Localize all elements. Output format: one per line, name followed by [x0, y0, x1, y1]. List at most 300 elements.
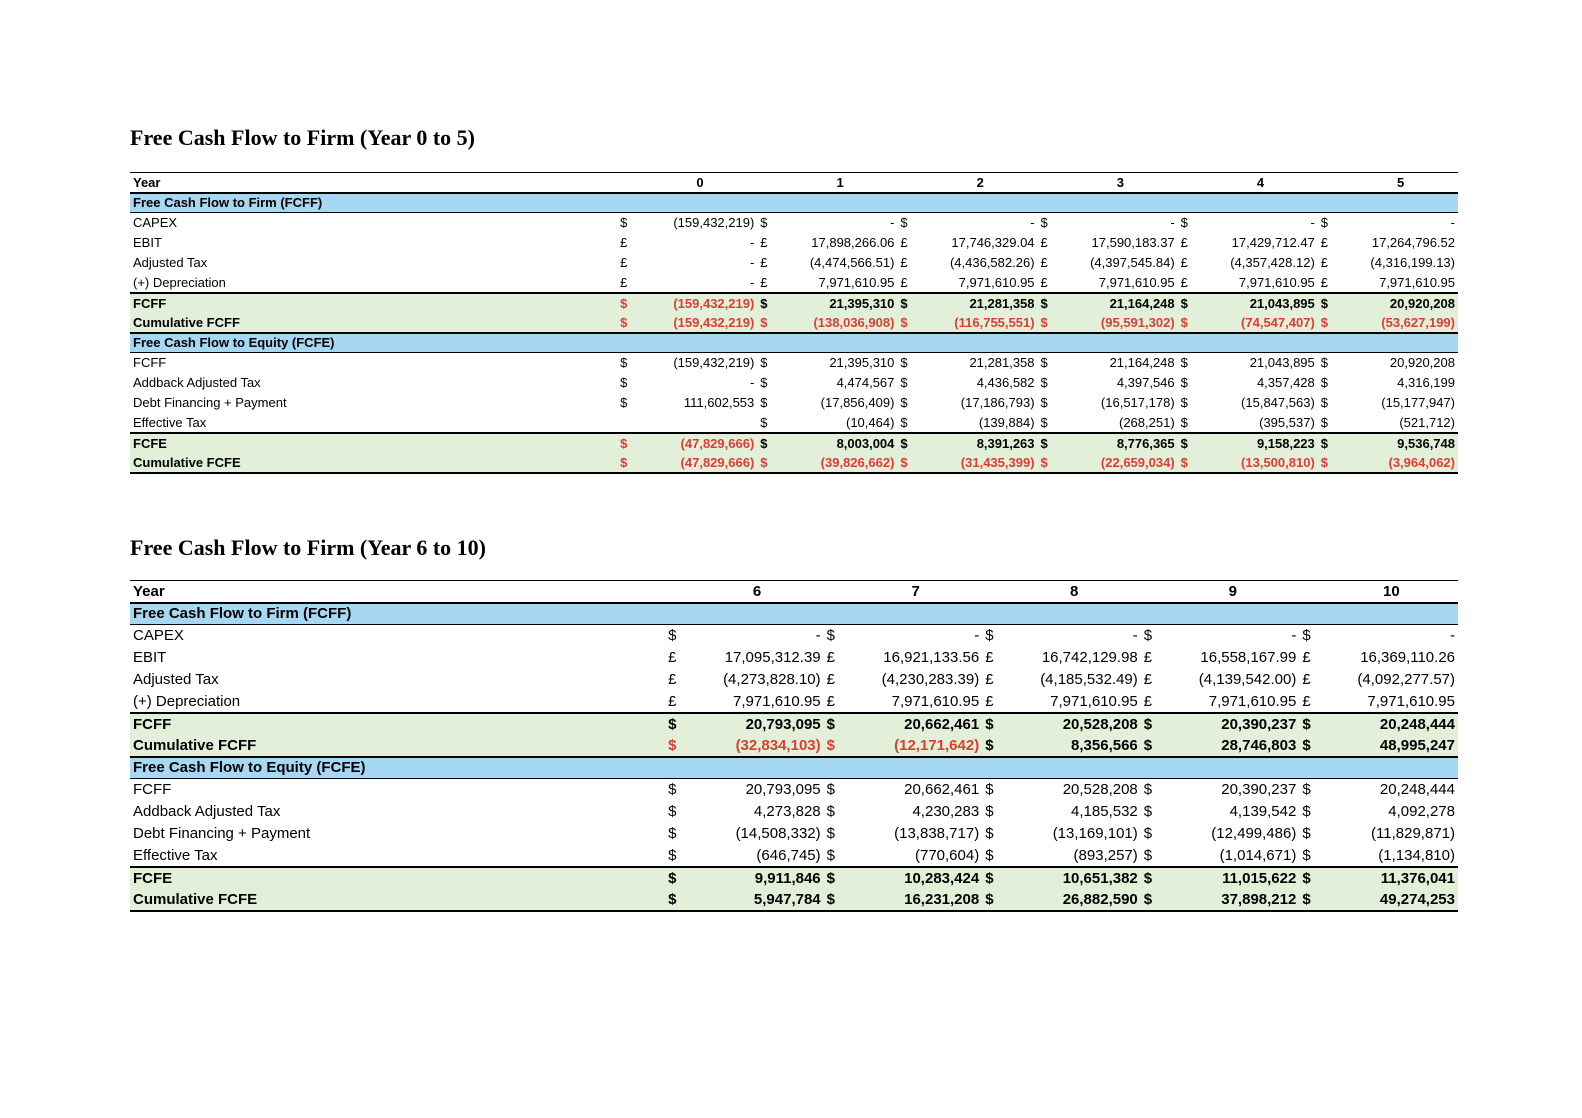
currency-symbol: $	[1178, 453, 1203, 473]
currency-symbol: $	[824, 867, 849, 889]
row-label: FCFE	[130, 867, 665, 889]
currency-symbol: $	[1178, 293, 1203, 313]
value-year-6: 5,947,784	[691, 889, 824, 911]
currency-symbol: $	[665, 735, 690, 757]
value-year-4: -	[1310, 215, 1315, 231]
currency-symbol: $	[757, 433, 782, 453]
value-year-4: 4,357,428	[1256, 375, 1315, 390]
value-year-2: (116,755,551)	[923, 313, 1038, 333]
value-year-6: 4,273,828	[753, 803, 821, 820]
currency-symbol: £	[1143, 692, 1153, 710]
value-year-3: 17,590,183.37	[1091, 235, 1175, 250]
currency-symbol: $	[824, 713, 849, 735]
currency-symbol: $	[1178, 433, 1203, 453]
currency-symbol: $	[982, 867, 1007, 889]
row-label: Cumulative FCFF	[130, 313, 617, 333]
value-year-4: 21,043,895	[1249, 355, 1315, 371]
value-year-10: 49,274,253	[1325, 889, 1458, 911]
currency-symbol: $	[900, 414, 908, 430]
value-year-9: 11,015,622	[1166, 867, 1299, 889]
currency-symbol: £	[1143, 649, 1153, 666]
currency-symbol: $	[1040, 375, 1048, 390]
row-addback-adjusted-tax	[130, 373, 1458, 393]
value-year-5: (15,177,947)	[1381, 395, 1455, 410]
currency-symbol: $	[1180, 215, 1188, 231]
currency-symbol: £	[1320, 235, 1329, 250]
year-1: 1	[783, 173, 898, 193]
currency-symbol: $	[985, 781, 994, 799]
value-year-6: (32,834,103)	[691, 735, 824, 757]
currency-symbol: $	[665, 713, 690, 735]
currency-symbol: $	[897, 293, 922, 313]
value-year-3: (16,517,178)	[1100, 395, 1175, 410]
currency-symbol: £	[1143, 671, 1153, 688]
currency-symbol: $	[620, 395, 628, 410]
year-10: 10	[1325, 581, 1458, 603]
currency-symbol: $	[1318, 313, 1343, 333]
value-year-8: (4,185,532.49)	[1040, 671, 1138, 688]
row-label: Cumulative FCFE	[130, 889, 665, 911]
currency-symbol: $	[1038, 313, 1063, 333]
value-year-4: 9,158,223	[1203, 433, 1318, 453]
value-year-1: 21,395,310	[783, 293, 898, 313]
currency-symbol: $	[620, 375, 628, 390]
row-effective-tax	[130, 413, 1458, 433]
value-year-2: 21,281,358	[923, 293, 1038, 313]
currency-symbol: £	[760, 235, 768, 250]
currency-symbol: $	[900, 215, 908, 231]
currency-symbol: £	[826, 692, 835, 710]
value-year-0: 111,602,553	[683, 395, 755, 410]
value-year-5: (53,627,199)	[1343, 313, 1458, 333]
section-label: Free Cash Flow to Equity (FCFE)	[130, 757, 1458, 779]
value-year-9: 20,390,237	[1166, 713, 1299, 735]
value-year-10: 16,369,110.26	[1360, 649, 1455, 666]
value-year-6: 20,793,095	[691, 713, 824, 735]
currency-symbol: $	[1320, 395, 1329, 410]
currency-symbol: $	[1141, 735, 1166, 757]
header-currency-spacer	[1178, 173, 1203, 193]
year-6: 6	[691, 581, 824, 603]
year-7: 7	[849, 581, 982, 603]
year-0: 0	[643, 173, 758, 193]
value-year-10: -	[1450, 627, 1455, 645]
row-label: FCFF	[130, 293, 617, 313]
currency-symbol: £	[1180, 274, 1188, 290]
row-cumulative-fcff	[130, 735, 1458, 757]
value-year-7: (12,171,642)	[849, 735, 982, 757]
currency-symbol: $	[982, 889, 1007, 911]
section-header-fcff	[130, 193, 1458, 213]
value-year-4: (4,357,428.12)	[1230, 255, 1315, 270]
value-year-3: 7,971,610.95	[1098, 274, 1175, 290]
row-effective-tax	[130, 845, 1458, 867]
currency-symbol: £	[760, 274, 768, 290]
currency-symbol: $	[900, 355, 908, 371]
fcf-table-year-0-5	[130, 172, 1458, 474]
value-year-5: -	[1450, 215, 1455, 231]
currency-symbol: $	[900, 395, 908, 410]
currency-symbol: $	[1038, 453, 1063, 473]
row-cumulative-fcff	[130, 313, 1458, 333]
row-fcff	[130, 779, 1458, 801]
currency-symbol: $	[985, 825, 994, 842]
currency-symbol: $	[760, 215, 768, 231]
section-label: Free Cash Flow to Equity (FCFE)	[130, 333, 1458, 353]
currency-symbol: $	[1143, 803, 1153, 820]
currency-symbol: $	[982, 713, 1007, 735]
value-year-1: -	[890, 215, 895, 231]
value-year-8: 16,742,129.98	[1041, 649, 1138, 666]
value-year-9: 20,390,237	[1221, 781, 1297, 799]
row-label: EBIT	[133, 235, 162, 250]
value-year-9: 28,746,803	[1166, 735, 1299, 757]
year-label: Year	[130, 173, 617, 193]
value-year-8: 7,971,610.95	[1050, 692, 1138, 710]
currency-symbol: $	[668, 825, 677, 842]
value-year-5: 4,316,199	[1397, 375, 1455, 390]
row-label: (+) Depreciation	[133, 274, 226, 290]
value-year-0: -	[749, 255, 755, 270]
currency-symbol: £	[985, 671, 994, 688]
currency-symbol: £	[1040, 274, 1048, 290]
year-header-row	[130, 173, 1458, 193]
currency-symbol: $	[1302, 627, 1311, 645]
currency-symbol: $	[1299, 713, 1324, 735]
value-year-0: -	[749, 375, 755, 390]
value-year-3: (22,659,034)	[1063, 453, 1178, 473]
value-year-4: 7,971,610.95	[1238, 274, 1315, 290]
value-year-8: 20,528,208	[1008, 713, 1141, 735]
header-currency-spacer	[897, 173, 922, 193]
value-year-0: (159,432,219)	[643, 313, 758, 333]
currency-symbol: £	[985, 692, 994, 710]
value-year-3: 21,164,248	[1109, 355, 1175, 371]
currency-symbol: £	[620, 235, 628, 250]
value-year-10: 11,376,041	[1325, 867, 1458, 889]
value-year-5: 7,971,610.95	[1379, 274, 1455, 290]
currency-symbol: $	[760, 395, 768, 410]
currency-symbol: $	[1141, 889, 1166, 911]
year-4: 4	[1203, 173, 1318, 193]
currency-symbol: £	[1320, 255, 1329, 270]
value-year-1: (4,474,566.51)	[809, 255, 895, 270]
currency-symbol: $	[1318, 293, 1343, 313]
value-year-0: (47,829,666)	[643, 453, 758, 473]
value-year-2: 7,971,610.95	[958, 274, 1035, 290]
value-year-8: 4,185,532	[1071, 803, 1138, 820]
value-year-7: (4,230,283.39)	[881, 671, 980, 688]
value-year-5: (521,712)	[1399, 414, 1455, 430]
value-year-7: 10,283,424	[849, 867, 982, 889]
row-label: FCFF	[130, 713, 665, 735]
currency-symbol: £	[900, 255, 908, 270]
currency-symbol: £	[1302, 692, 1311, 710]
currency-symbol: $	[1143, 825, 1153, 842]
row-debt-financing-payment	[130, 823, 1458, 845]
value-year-0: -	[749, 235, 755, 250]
value-year-5: (3,964,062)	[1343, 453, 1458, 473]
value-year-5: 9,536,748	[1343, 433, 1458, 453]
currency-symbol: $	[826, 781, 835, 799]
value-year-10: (4,092,277.57)	[1357, 671, 1455, 688]
currency-symbol: $	[757, 453, 782, 473]
currency-symbol: $	[826, 627, 835, 645]
currency-symbol: $	[668, 803, 677, 820]
section-header-fcfe	[130, 333, 1458, 353]
value-year-8: 10,651,382	[1008, 867, 1141, 889]
value-year-7: (13,838,717)	[894, 825, 980, 842]
value-year-6: 7,971,610.95	[733, 692, 821, 710]
currency-symbol: £	[620, 274, 628, 290]
section-header-fcfe	[130, 757, 1458, 779]
currency-symbol: £	[1180, 255, 1188, 270]
value-year-0: (159,432,219)	[673, 355, 755, 371]
value-year-3: 21,164,248	[1063, 293, 1178, 313]
currency-symbol: $	[665, 889, 690, 911]
row-capex	[130, 213, 1458, 233]
fcf-table-year-6-10	[130, 580, 1458, 912]
value-year-9: 4,139,542	[1229, 803, 1297, 820]
header-currency-spacer	[1038, 173, 1063, 193]
year-header-row	[130, 581, 1458, 603]
value-year-6: 20,793,095	[745, 781, 821, 799]
currency-symbol: £	[1180, 235, 1188, 250]
header-currency-spacer	[1141, 581, 1166, 603]
row-label: Adjusted Tax	[133, 671, 219, 688]
header-currency-spacer	[824, 581, 849, 603]
header-currency-spacer	[757, 173, 782, 193]
currency-symbol: £	[900, 274, 908, 290]
value-year-7: 7,971,610.95	[891, 692, 980, 710]
currency-symbol: $	[1320, 355, 1329, 371]
value-year-9: (4,139,542.00)	[1198, 671, 1297, 688]
value-year-6: 17,095,312.39	[724, 649, 821, 666]
currency-symbol: $	[1143, 846, 1153, 864]
value-year-4: (13,500,810)	[1203, 453, 1318, 473]
currency-symbol: $	[982, 735, 1007, 757]
value-year-1: 7,971,610.95	[818, 274, 895, 290]
currency-symbol: $	[1143, 627, 1153, 645]
row-ebit	[130, 647, 1458, 669]
value-year-7: 20,662,461	[849, 713, 982, 735]
currency-symbol: $	[760, 414, 768, 430]
currency-symbol: $	[1299, 867, 1324, 889]
currency-symbol: £	[620, 255, 628, 270]
currency-symbol: £	[760, 255, 768, 270]
value-year-3: -	[1170, 215, 1175, 231]
row-fcff	[130, 713, 1458, 735]
value-year-1: 17,898,266.06	[811, 235, 895, 250]
value-year-1: (138,036,908)	[783, 313, 898, 333]
currency-symbol: $	[985, 627, 994, 645]
value-year-1: 4,474,567	[836, 375, 895, 390]
currency-symbol: $	[668, 781, 677, 799]
value-year-9: (1,014,671)	[1219, 846, 1297, 864]
currency-symbol: $	[1180, 414, 1188, 430]
value-year-10: 20,248,444	[1325, 713, 1458, 735]
value-year-8: 8,356,566	[1008, 735, 1141, 757]
currency-symbol: £	[1320, 274, 1329, 290]
currency-symbol: $	[1318, 453, 1343, 473]
header-currency-spacer	[1299, 581, 1324, 603]
value-year-9: 7,971,610.95	[1208, 692, 1297, 710]
currency-symbol: $	[1302, 781, 1311, 799]
value-year-10: 48,995,247	[1325, 735, 1458, 757]
value-year-5: (4,316,199.13)	[1370, 255, 1455, 270]
value-year-10: 4,092,278	[1388, 803, 1455, 820]
row-label: Cumulative FCFE	[130, 453, 617, 473]
currency-symbol: $	[620, 355, 628, 371]
currency-symbol: $	[617, 433, 642, 453]
currency-symbol: $	[617, 453, 642, 473]
currency-symbol: $	[1320, 375, 1329, 390]
value-year-6: -	[815, 627, 821, 645]
currency-symbol: $	[826, 825, 835, 842]
row-cumulative-fcfe	[130, 453, 1458, 473]
currency-symbol: $	[665, 867, 690, 889]
currency-symbol: $	[668, 627, 677, 645]
value-year-10: 20,248,444	[1379, 781, 1455, 799]
value-year-6: 9,911,846	[691, 867, 824, 889]
value-year-2: 8,391,263	[923, 433, 1038, 453]
header-currency-spacer	[617, 173, 642, 193]
currency-symbol: $	[1141, 713, 1166, 735]
value-year-7: 20,662,461	[904, 781, 980, 799]
currency-symbol: $	[1180, 355, 1188, 371]
value-year-10: (11,829,871)	[1371, 825, 1455, 842]
row-label: Cumulative FCFF	[130, 735, 665, 757]
currency-symbol: £	[668, 671, 677, 688]
value-year-4: (15,847,563)	[1241, 395, 1315, 410]
row-ebit	[130, 233, 1458, 253]
currency-symbol: $	[985, 803, 994, 820]
currency-symbol: $	[1040, 215, 1048, 231]
year-2: 2	[923, 173, 1038, 193]
value-year-4: 21,043,895	[1203, 293, 1318, 313]
row-fcfe	[130, 433, 1458, 453]
value-year-0: (159,432,219)	[673, 215, 755, 231]
row-label: Addback Adjusted Tax	[133, 375, 261, 390]
row-label: Effective Tax	[133, 846, 218, 864]
currency-symbol: £	[826, 671, 835, 688]
currency-symbol: $	[1299, 735, 1324, 757]
value-year-4: (395,537)	[1259, 414, 1315, 430]
value-year-9: (12,499,486)	[1211, 825, 1297, 842]
currency-symbol: $	[617, 313, 642, 333]
value-year-2: 4,436,582	[976, 375, 1035, 390]
currency-symbol: $	[1038, 433, 1063, 453]
currency-symbol: $	[760, 375, 768, 390]
row-label: FCFE	[130, 433, 617, 453]
value-year-6: (646,745)	[756, 846, 821, 864]
row-label: EBIT	[133, 649, 167, 666]
currency-symbol: £	[668, 649, 677, 666]
value-year-7: (770,604)	[914, 846, 980, 864]
currency-symbol: $	[1040, 355, 1048, 371]
value-year-3: 8,776,365	[1063, 433, 1178, 453]
value-year-1: (10,464)	[845, 414, 895, 430]
value-year-3: (268,251)	[1119, 414, 1175, 430]
year-label: Year	[130, 581, 665, 603]
currency-symbol: $	[824, 735, 849, 757]
value-year-2: 21,281,358	[969, 355, 1035, 371]
value-year-8: 26,882,590	[1008, 889, 1141, 911]
header-currency-spacer	[982, 581, 1007, 603]
value-year-7: 16,231,208	[849, 889, 982, 911]
currency-symbol: £	[1302, 671, 1311, 688]
value-year-8: 20,528,208	[1062, 781, 1138, 799]
value-year-2: (4,436,582.26)	[949, 255, 1035, 270]
value-year-0	[643, 413, 758, 433]
year-5: 5	[1343, 173, 1458, 193]
currency-symbol: $	[1320, 215, 1329, 231]
currency-symbol: $	[1302, 825, 1311, 842]
row-label: Debt Financing + Payment	[133, 395, 287, 410]
currency-symbol: $	[824, 889, 849, 911]
row-label: FCFF	[133, 781, 172, 799]
value-year-4: 17,429,712.47	[1231, 235, 1315, 250]
currency-symbol: $	[1318, 433, 1343, 453]
row-label: Adjusted Tax	[133, 255, 208, 270]
value-year-1: (39,826,662)	[783, 453, 898, 473]
currency-symbol: $	[1302, 846, 1311, 864]
value-year-10: 7,971,610.95	[1367, 692, 1455, 710]
value-year-2: -	[1030, 215, 1035, 231]
year-9: 9	[1166, 581, 1299, 603]
value-year-2: (31,435,399)	[923, 453, 1038, 473]
value-year-3: (95,591,302)	[1063, 313, 1178, 333]
currency-symbol: $	[1141, 867, 1166, 889]
value-year-5: 17,264,796.52	[1371, 235, 1455, 250]
value-year-0: (47,829,666)	[643, 433, 758, 453]
row-depreciation	[130, 691, 1458, 713]
header-currency-spacer	[1318, 173, 1343, 193]
currency-symbol: £	[900, 235, 908, 250]
row-label: CAPEX	[133, 627, 184, 645]
value-year-9: 37,898,212	[1166, 889, 1299, 911]
row-label: CAPEX	[133, 215, 178, 231]
row-label: Debt Financing + Payment	[133, 825, 311, 842]
value-year-0: -	[749, 274, 755, 290]
currency-symbol: $	[1040, 395, 1048, 410]
value-year-3: 4,397,546	[1116, 375, 1175, 390]
value-year-0: (159,432,219)	[643, 293, 758, 313]
currency-symbol: $	[1040, 414, 1048, 430]
row-label: FCFF	[133, 355, 167, 371]
row-adjusted-tax	[130, 669, 1458, 691]
row-label: Effective Tax	[133, 414, 207, 430]
currency-symbol: $	[826, 846, 835, 864]
currency-symbol: £	[826, 649, 835, 666]
value-year-5: 20,920,208	[1389, 355, 1455, 371]
row-fcfe	[130, 867, 1458, 889]
value-year-7: -	[974, 627, 980, 645]
value-year-6: (14,508,332)	[735, 825, 821, 842]
section-label: Free Cash Flow to Firm (FCFF)	[130, 603, 1458, 625]
value-year-8: (893,257)	[1073, 846, 1138, 864]
currency-symbol: $	[897, 433, 922, 453]
value-year-5: 20,920,208	[1343, 293, 1458, 313]
value-year-6: (4,273,828.10)	[723, 671, 821, 688]
currency-symbol: $	[760, 355, 768, 371]
currency-symbol: £	[668, 692, 677, 710]
value-year-9: 16,558,167.99	[1200, 649, 1297, 666]
value-year-1: 8,003,004	[783, 433, 898, 453]
row-fcff	[130, 353, 1458, 373]
value-year-4: (74,547,407)	[1203, 313, 1318, 333]
currency-symbol: $	[1180, 375, 1188, 390]
